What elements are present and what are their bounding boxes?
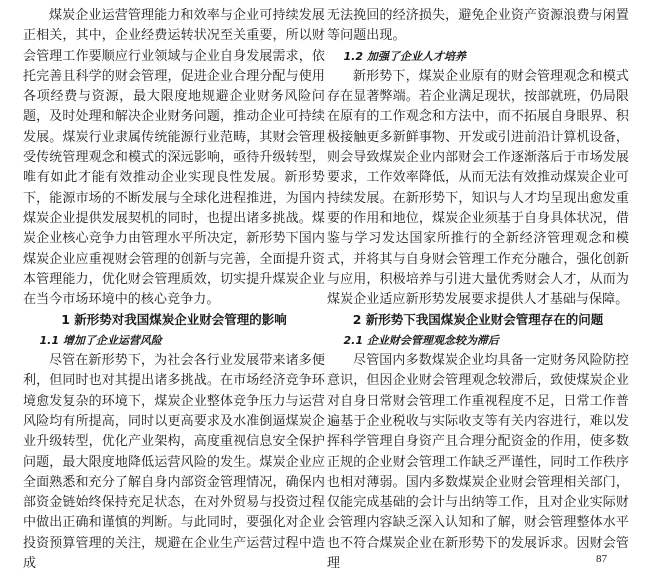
subsection-2-1-heading: 2.1 企业财会管理观念较为滞后 xyxy=(343,333,499,347)
section-1-heading: 1 新形势对我国煤炭企业财会管理的影响 xyxy=(61,312,287,328)
continued-paragraph: 无法挽回的经济损失，避免企业资产资源浪费与闲置等问题出现。 xyxy=(327,8,629,44)
subsection-2-1-paragraph: 尽管国内多数煤炭企业均具备一定财务风险防控意识，但因企业财会管理观念较滞后，致使煤炭企业对自身日常财会管理工作重视程度不足，日常工作普遍基于企业税收与实际收支等有关内容进行，难以发挥科学管理自身资产且合理分配资金的作用，使多数正规的企业财会管理工作缺乏严谨性，同时工作秩序也相对薄弱。国内多数煤炭企业财会管理相关部门，仅能完成基础的会计与出纳等工作，且对企业实际财会管理内容缺乏深入认知和了解，财会管理整体水平也不符合煤炭企业在新形势下的发展诉求。因财会管理 xyxy=(327,353,629,572)
subsection-1-2-paragraph: 新形势下，煤炭企业原有的财会管理观念和模式存在显著弊端。若企业满足现状，按部就班，仍局限在原有的工作观念和方法中，而不拓展自身眼界、积极接触更多新鲜事物、开发或引进前沿计算机设备，则会导致煤炭企业内部财会工作逐渐落后于市场发展要求，工作效率降低，从而无法有效推动煤炭企业可持续发展。在新形势下，知识与人才均呈现出愈发重要的作用和地位，煤炭企业须基于自身具体状况，借鉴与学习发达国家所推行的全新经济管理观念和模式，并将其与自身财会管理工作充分融合，强化创新与应用，积极培养与引进大量优秀财会人才，从而为煤炭企业适应新形势发展要求提供人才基础与保障。 xyxy=(327,68,629,308)
subsection-1-1-paragraph: 尽管在新形势下，为社会各行业发展带来诸多便利，但同时也对其提出诸多挑战。在市场经济竞争环境愈发复杂的环境下，煤炭企业整体竞争压力与运营风险均有所提高，同时以更高要求及水准倒逼煤炭企业升级转型，优化产业架构，高度重视信息安全保护问题，最大限度地降低运营风险的发生。煤炭企业应全面熟悉和充分了解自身内部资金管理情况，确保内部资金链始终保持充足状态，在对外贸易与投资过程中做出正确和谨慎的判断。与此同时，要强化对企业投资预算管理的关注，规避在企业生产运营过程中造成 xyxy=(23,353,325,572)
subsection-1-2-heading: 1.2 加强了企业人才培养 xyxy=(343,49,466,63)
left-column xyxy=(23,6,325,574)
section-2-heading: 2 新形势下我国煤炭企业财会管理存在的问题 xyxy=(352,312,604,328)
subsection-1-1-heading: 1.1 增加了企业运营风险 xyxy=(39,333,162,347)
page-number: 87 xyxy=(596,553,607,565)
intro-paragraph: 煤炭企业运营管理能力和效率与企业可持续发展正相关，其中，企业经费运转状况至关重要，所以财会管理工作要顺应行业领域与企业自身发展需求，依托完善且科学的财会管理，促进企业合理分配与使用各项经费与资源，最大限度地规避企业财务风险问题，及时处理和解决企业财务问题，推动企业可持续发展。煤炭行业隶属传统能源行业范畴，其财会管理受传统管理观念和模式的深远影响，亟待升级转型，唯有如此才能有效推动企业实现良性发展。新形势下，能源市场的不断发展与全球化进程推进，为国内煤炭企业提供发展契机的同时，也提出诸多挑战。煤炭企业核心竞争力由管理水平所决定，新形势下国内煤炭企业应重视财会管理的创新与完善，全面提升资本管理能力，优化财会管理质效，切实提升煤炭企业在当今市场环境中的核心竞争力。 xyxy=(23,8,325,308)
right-column xyxy=(327,6,629,574)
